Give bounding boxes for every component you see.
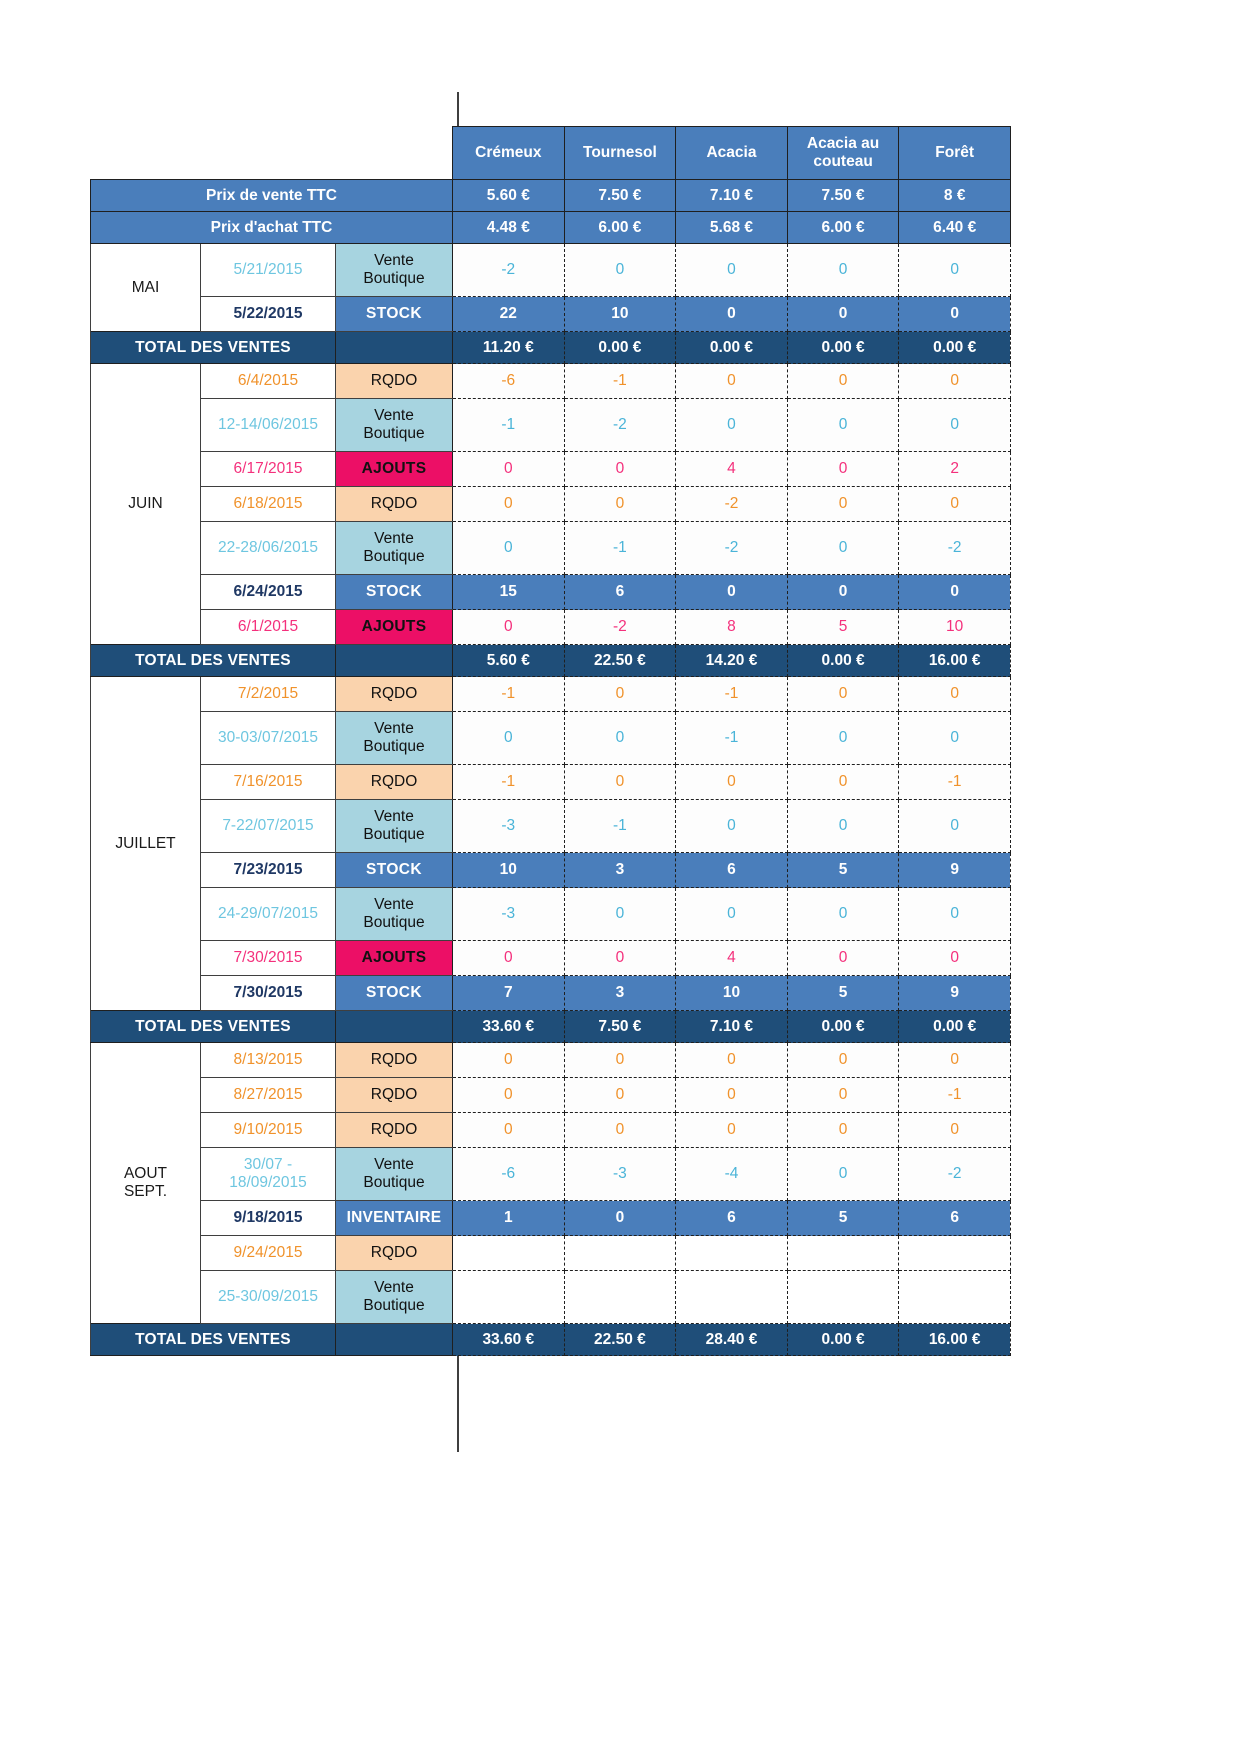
month-label-3 bbox=[91, 1043, 201, 1324]
row-type-line: Boutique bbox=[363, 738, 425, 755]
table-row bbox=[91, 1043, 1011, 1078]
header-spacer-type bbox=[336, 127, 453, 180]
row-type bbox=[336, 399, 453, 452]
row-value: 0 bbox=[564, 1043, 676, 1078]
row-value: 0 bbox=[787, 1113, 899, 1148]
row-value: 0 bbox=[453, 522, 565, 575]
month-label-2 bbox=[91, 677, 201, 1011]
row-date: 9/18/2015 bbox=[201, 1201, 336, 1236]
row-type-line: Boutique bbox=[363, 270, 425, 287]
row-value: -6 bbox=[453, 1148, 565, 1201]
row-value: 5 bbox=[787, 610, 899, 645]
row-type-line: Boutique bbox=[363, 914, 425, 931]
total-label-pad-0 bbox=[336, 332, 453, 364]
table-row bbox=[91, 712, 1011, 765]
row-value: 3 bbox=[564, 853, 676, 888]
column-header-1: Tournesol bbox=[564, 127, 676, 180]
table-row bbox=[91, 888, 1011, 941]
row-value: 0 bbox=[899, 800, 1011, 853]
table-row bbox=[91, 1078, 1011, 1113]
table-row bbox=[91, 522, 1011, 575]
row-date: 7/16/2015 bbox=[201, 765, 336, 800]
table-row bbox=[91, 575, 1011, 610]
total-label-1: TOTAL DES VENTES bbox=[91, 645, 336, 677]
row-value: 10 bbox=[564, 297, 676, 332]
table-row bbox=[91, 1113, 1011, 1148]
row-date: 6/1/2015 bbox=[201, 610, 336, 645]
total-label-3: TOTAL DES VENTES bbox=[91, 1324, 336, 1356]
row-type: AJOUTS bbox=[336, 941, 453, 976]
row-value: 0 bbox=[676, 1078, 788, 1113]
row-date: 6/17/2015 bbox=[201, 452, 336, 487]
total-value-3-4: 16.00 € bbox=[899, 1324, 1011, 1356]
row-value: 2 bbox=[899, 452, 1011, 487]
row-type-line: Vente bbox=[374, 407, 414, 425]
row-value: 0 bbox=[787, 677, 899, 712]
row-date: 6/18/2015 bbox=[201, 487, 336, 522]
column-header-2: Acacia bbox=[676, 127, 788, 180]
row-value: -6 bbox=[453, 364, 565, 399]
row-value: 0 bbox=[899, 244, 1011, 297]
row-value: 0 bbox=[453, 1113, 565, 1148]
row-date: 8/13/2015 bbox=[201, 1043, 336, 1078]
row-value: 0 bbox=[676, 888, 788, 941]
table-row bbox=[91, 800, 1011, 853]
month-label-line: JUILLET bbox=[115, 834, 176, 852]
row-value: 5 bbox=[787, 853, 899, 888]
row-value: 0 bbox=[676, 399, 788, 452]
row-value: 0 bbox=[899, 677, 1011, 712]
row-type-line: Vente bbox=[374, 530, 414, 548]
total-value-2-0: 33.60 € bbox=[453, 1011, 565, 1043]
month-label-line: AOUT bbox=[123, 1165, 168, 1183]
row-type: AJOUTS bbox=[336, 452, 453, 487]
row-value: 0 bbox=[564, 487, 676, 522]
row-value: 4 bbox=[676, 941, 788, 976]
price-value-0-4: 8 € bbox=[899, 180, 1011, 212]
row-value: 0 bbox=[676, 364, 788, 399]
header-spacer-date bbox=[201, 127, 336, 180]
total-value-0-0: 11.20 € bbox=[453, 332, 565, 364]
row-date: 6/24/2015 bbox=[201, 575, 336, 610]
total-value-3-1: 22.50 € bbox=[564, 1324, 676, 1356]
table-row bbox=[91, 364, 1011, 399]
row-date: 7/23/2015 bbox=[201, 853, 336, 888]
price-value-1-4: 6.40 € bbox=[899, 212, 1011, 244]
row-value: -2 bbox=[676, 487, 788, 522]
row-type bbox=[336, 800, 453, 853]
row-type-line: Vente bbox=[374, 252, 414, 270]
row-value: 5 bbox=[787, 1201, 899, 1236]
table-row bbox=[91, 853, 1011, 888]
row-type: STOCK bbox=[336, 976, 453, 1011]
row-value: -1 bbox=[899, 1078, 1011, 1113]
total-row bbox=[91, 645, 1011, 677]
row-type bbox=[336, 1271, 453, 1324]
row-value: 0 bbox=[564, 677, 676, 712]
row-value: 10 bbox=[453, 853, 565, 888]
row-value: 0 bbox=[564, 1078, 676, 1113]
row-value: 0 bbox=[899, 364, 1011, 399]
row-value: 9 bbox=[899, 853, 1011, 888]
row-type bbox=[336, 522, 453, 575]
total-value-1-3: 0.00 € bbox=[787, 645, 899, 677]
row-date: 8/27/2015 bbox=[201, 1078, 336, 1113]
row-type bbox=[336, 1148, 453, 1201]
row-value: 10 bbox=[676, 976, 788, 1011]
row-value: -2 bbox=[564, 399, 676, 452]
total-value-0-1: 0.00 € bbox=[564, 332, 676, 364]
row-value: 0 bbox=[787, 487, 899, 522]
total-value-3-3: 0.00 € bbox=[787, 1324, 899, 1356]
row-value: 6 bbox=[676, 853, 788, 888]
row-type-line: Boutique bbox=[363, 425, 425, 442]
row-value: 0 bbox=[787, 800, 899, 853]
price-value-0-1: 7.50 € bbox=[564, 180, 676, 212]
row-value: -2 bbox=[899, 1148, 1011, 1201]
total-value-0-2: 0.00 € bbox=[676, 332, 788, 364]
row-type: RQDO bbox=[336, 487, 453, 522]
table-row bbox=[91, 765, 1011, 800]
row-type bbox=[336, 244, 453, 297]
row-value bbox=[676, 1271, 788, 1324]
row-value: -1 bbox=[453, 677, 565, 712]
row-value bbox=[899, 1236, 1011, 1271]
price-value-1-1: 6.00 € bbox=[564, 212, 676, 244]
row-type: AJOUTS bbox=[336, 610, 453, 645]
total-value-1-4: 16.00 € bbox=[899, 645, 1011, 677]
row-value: 0 bbox=[453, 1043, 565, 1078]
row-value: 0 bbox=[453, 712, 565, 765]
row-type-line: Boutique bbox=[363, 826, 425, 843]
row-value: 0 bbox=[899, 575, 1011, 610]
row-date-line: 30/07 - bbox=[243, 1156, 293, 1174]
row-type-line: Vente bbox=[374, 1156, 414, 1174]
total-value-2-2: 7.10 € bbox=[676, 1011, 788, 1043]
row-type bbox=[336, 712, 453, 765]
total-row bbox=[91, 332, 1011, 364]
row-value: 0 bbox=[787, 364, 899, 399]
month-label-0 bbox=[91, 244, 201, 332]
table-row bbox=[91, 244, 1011, 297]
price-row bbox=[91, 212, 1011, 244]
row-value: 6 bbox=[676, 1201, 788, 1236]
row-value bbox=[564, 1236, 676, 1271]
row-type: RQDO bbox=[336, 1236, 453, 1271]
row-value: 0 bbox=[787, 888, 899, 941]
row-value: 0 bbox=[564, 452, 676, 487]
row-value: 0 bbox=[787, 522, 899, 575]
row-type-line: Vente bbox=[374, 1279, 414, 1297]
row-value: 0 bbox=[676, 575, 788, 610]
row-value: 0 bbox=[787, 1043, 899, 1078]
row-value: 15 bbox=[453, 575, 565, 610]
row-value: -1 bbox=[676, 677, 788, 712]
row-value: 6 bbox=[564, 575, 676, 610]
row-type-line: Vente bbox=[374, 896, 414, 914]
row-value: 4 bbox=[676, 452, 788, 487]
row-value: 1 bbox=[453, 1201, 565, 1236]
row-value: -2 bbox=[453, 244, 565, 297]
total-value-0-4: 0.00 € bbox=[899, 332, 1011, 364]
row-value: -4 bbox=[676, 1148, 788, 1201]
row-value: 0 bbox=[676, 765, 788, 800]
row-date: 7/30/2015 bbox=[201, 941, 336, 976]
header-spacer-month bbox=[91, 127, 201, 180]
row-value: 6 bbox=[899, 1201, 1011, 1236]
row-date-line: 18/09/2015 bbox=[229, 1174, 307, 1191]
row-value: 0 bbox=[899, 1043, 1011, 1078]
row-value: 0 bbox=[899, 1113, 1011, 1148]
row-value bbox=[787, 1236, 899, 1271]
price-value-0-3: 7.50 € bbox=[787, 180, 899, 212]
inventory-table bbox=[90, 126, 1011, 1356]
total-value-3-0: 33.60 € bbox=[453, 1324, 565, 1356]
row-date: 12-14/06/2015 bbox=[201, 399, 336, 452]
row-value: 0 bbox=[676, 297, 788, 332]
price-value-0-2: 7.10 € bbox=[676, 180, 788, 212]
table-row bbox=[91, 941, 1011, 976]
row-value: 0 bbox=[564, 712, 676, 765]
row-value: 0 bbox=[899, 941, 1011, 976]
row-value bbox=[787, 1271, 899, 1324]
total-value-1-0: 5.60 € bbox=[453, 645, 565, 677]
column-header-row bbox=[91, 127, 1011, 180]
price-row bbox=[91, 180, 1011, 212]
month-label-line: JUIN bbox=[128, 495, 163, 513]
price-value-0-0: 5.60 € bbox=[453, 180, 565, 212]
total-label-2: TOTAL DES VENTES bbox=[91, 1011, 336, 1043]
row-value: -1 bbox=[676, 712, 788, 765]
row-type: RQDO bbox=[336, 1113, 453, 1148]
row-value: 0 bbox=[899, 297, 1011, 332]
price-value-1-2: 5.68 € bbox=[676, 212, 788, 244]
table-row bbox=[91, 1148, 1011, 1201]
row-date: 9/10/2015 bbox=[201, 1113, 336, 1148]
row-value: 0 bbox=[564, 888, 676, 941]
table-row bbox=[91, 1236, 1011, 1271]
total-value-2-3: 0.00 € bbox=[787, 1011, 899, 1043]
row-value: 0 bbox=[453, 610, 565, 645]
row-type: STOCK bbox=[336, 853, 453, 888]
total-label-pad-2 bbox=[336, 1011, 453, 1043]
row-value: 0 bbox=[676, 1113, 788, 1148]
row-type bbox=[336, 888, 453, 941]
row-value bbox=[453, 1236, 565, 1271]
row-type-line: Boutique bbox=[363, 548, 425, 565]
row-value: 0 bbox=[453, 1078, 565, 1113]
row-date: 9/24/2015 bbox=[201, 1236, 336, 1271]
row-value: -3 bbox=[453, 800, 565, 853]
row-value: 0 bbox=[453, 487, 565, 522]
row-date: 5/22/2015 bbox=[201, 297, 336, 332]
row-value: 0 bbox=[676, 1043, 788, 1078]
row-value: 0 bbox=[899, 399, 1011, 452]
row-value: -1 bbox=[564, 522, 676, 575]
table-row bbox=[91, 487, 1011, 522]
row-date: 30-03/07/2015 bbox=[201, 712, 336, 765]
total-value-1-1: 22.50 € bbox=[564, 645, 676, 677]
row-value: 0 bbox=[787, 1148, 899, 1201]
row-value: 0 bbox=[787, 244, 899, 297]
row-value: -2 bbox=[676, 522, 788, 575]
table-row bbox=[91, 452, 1011, 487]
month-label-line: SEPT. bbox=[123, 1183, 168, 1200]
price-row-label-0: Prix de vente TTC bbox=[91, 180, 453, 212]
row-type: RQDO bbox=[336, 1078, 453, 1113]
table-row bbox=[91, 610, 1011, 645]
row-value: 0 bbox=[564, 1113, 676, 1148]
table-row bbox=[91, 297, 1011, 332]
row-value: 5 bbox=[787, 976, 899, 1011]
row-value: 0 bbox=[453, 452, 565, 487]
row-date: 7-22/07/2015 bbox=[201, 800, 336, 853]
row-value: 0 bbox=[787, 941, 899, 976]
row-value: -3 bbox=[453, 888, 565, 941]
price-row-label-1: Prix d'achat TTC bbox=[91, 212, 453, 244]
row-type-line: Vente bbox=[374, 720, 414, 738]
total-value-2-4: 0.00 € bbox=[899, 1011, 1011, 1043]
total-label-pad-1 bbox=[336, 645, 453, 677]
row-value: 0 bbox=[899, 487, 1011, 522]
row-type: RQDO bbox=[336, 765, 453, 800]
row-value: -3 bbox=[564, 1148, 676, 1201]
total-value-1-2: 14.20 € bbox=[676, 645, 788, 677]
row-type: INVENTAIRE bbox=[336, 1201, 453, 1236]
row-value: 8 bbox=[676, 610, 788, 645]
price-value-1-3: 6.00 € bbox=[787, 212, 899, 244]
row-value: 0 bbox=[564, 765, 676, 800]
row-value bbox=[564, 1271, 676, 1324]
row-value: 0 bbox=[787, 765, 899, 800]
row-value: -1 bbox=[899, 765, 1011, 800]
row-date: 24-29/07/2015 bbox=[201, 888, 336, 941]
row-value: 0 bbox=[899, 712, 1011, 765]
row-value: -1 bbox=[564, 364, 676, 399]
row-value: 0 bbox=[787, 575, 899, 610]
total-row bbox=[91, 1324, 1011, 1356]
row-value: -1 bbox=[453, 765, 565, 800]
row-value: -2 bbox=[899, 522, 1011, 575]
row-value: 0 bbox=[787, 297, 899, 332]
row-type-line: Boutique bbox=[363, 1174, 425, 1191]
month-label-line: MAI bbox=[131, 278, 160, 296]
row-value: -1 bbox=[564, 800, 676, 853]
row-date: 22-28/06/2015 bbox=[201, 522, 336, 575]
row-value bbox=[676, 1236, 788, 1271]
table-row bbox=[91, 1271, 1011, 1324]
row-type: RQDO bbox=[336, 1043, 453, 1078]
row-date: 6/4/2015 bbox=[201, 364, 336, 399]
row-value: 0 bbox=[899, 888, 1011, 941]
row-date: 7/2/2015 bbox=[201, 677, 336, 712]
price-value-1-0: 4.48 € bbox=[453, 212, 565, 244]
row-value: -1 bbox=[453, 399, 565, 452]
total-value-0-3: 0.00 € bbox=[787, 332, 899, 364]
row-type-line: Vente bbox=[374, 808, 414, 826]
table-row bbox=[91, 976, 1011, 1011]
row-date: 25-30/09/2015 bbox=[201, 1271, 336, 1324]
row-value: 0 bbox=[787, 452, 899, 487]
total-label-pad-3 bbox=[336, 1324, 453, 1356]
row-type: RQDO bbox=[336, 364, 453, 399]
row-date: 7/30/2015 bbox=[201, 976, 336, 1011]
total-value-2-1: 7.50 € bbox=[564, 1011, 676, 1043]
row-value: 0 bbox=[787, 399, 899, 452]
row-value: 3 bbox=[564, 976, 676, 1011]
column-header-0: Crémeux bbox=[453, 127, 565, 180]
row-type: STOCK bbox=[336, 297, 453, 332]
row-value: 10 bbox=[899, 610, 1011, 645]
row-value: 0 bbox=[564, 941, 676, 976]
row-type-line: Boutique bbox=[363, 1297, 425, 1314]
row-value: 0 bbox=[564, 1201, 676, 1236]
row-value: -2 bbox=[564, 610, 676, 645]
row-value: 7 bbox=[453, 976, 565, 1011]
row-value: 0 bbox=[453, 941, 565, 976]
row-value: 9 bbox=[899, 976, 1011, 1011]
row-value: 0 bbox=[787, 1078, 899, 1113]
row-date: 5/21/2015 bbox=[201, 244, 336, 297]
column-header-4: Forêt bbox=[899, 127, 1011, 180]
row-type: STOCK bbox=[336, 575, 453, 610]
row-date bbox=[201, 1148, 336, 1201]
total-label-0: TOTAL DES VENTES bbox=[91, 332, 336, 364]
row-value bbox=[453, 1271, 565, 1324]
table-row bbox=[91, 399, 1011, 452]
table-row bbox=[91, 677, 1011, 712]
total-value-3-2: 28.40 € bbox=[676, 1324, 788, 1356]
row-value: 22 bbox=[453, 297, 565, 332]
row-value: 0 bbox=[787, 712, 899, 765]
table-row bbox=[91, 1201, 1011, 1236]
row-value: 0 bbox=[564, 244, 676, 297]
row-value: 0 bbox=[676, 244, 788, 297]
month-label-1 bbox=[91, 364, 201, 645]
row-value bbox=[899, 1271, 1011, 1324]
total-row bbox=[91, 1011, 1011, 1043]
row-type: RQDO bbox=[336, 677, 453, 712]
row-value: 0 bbox=[676, 800, 788, 853]
column-header-3: Acacia au couteau bbox=[787, 127, 899, 180]
